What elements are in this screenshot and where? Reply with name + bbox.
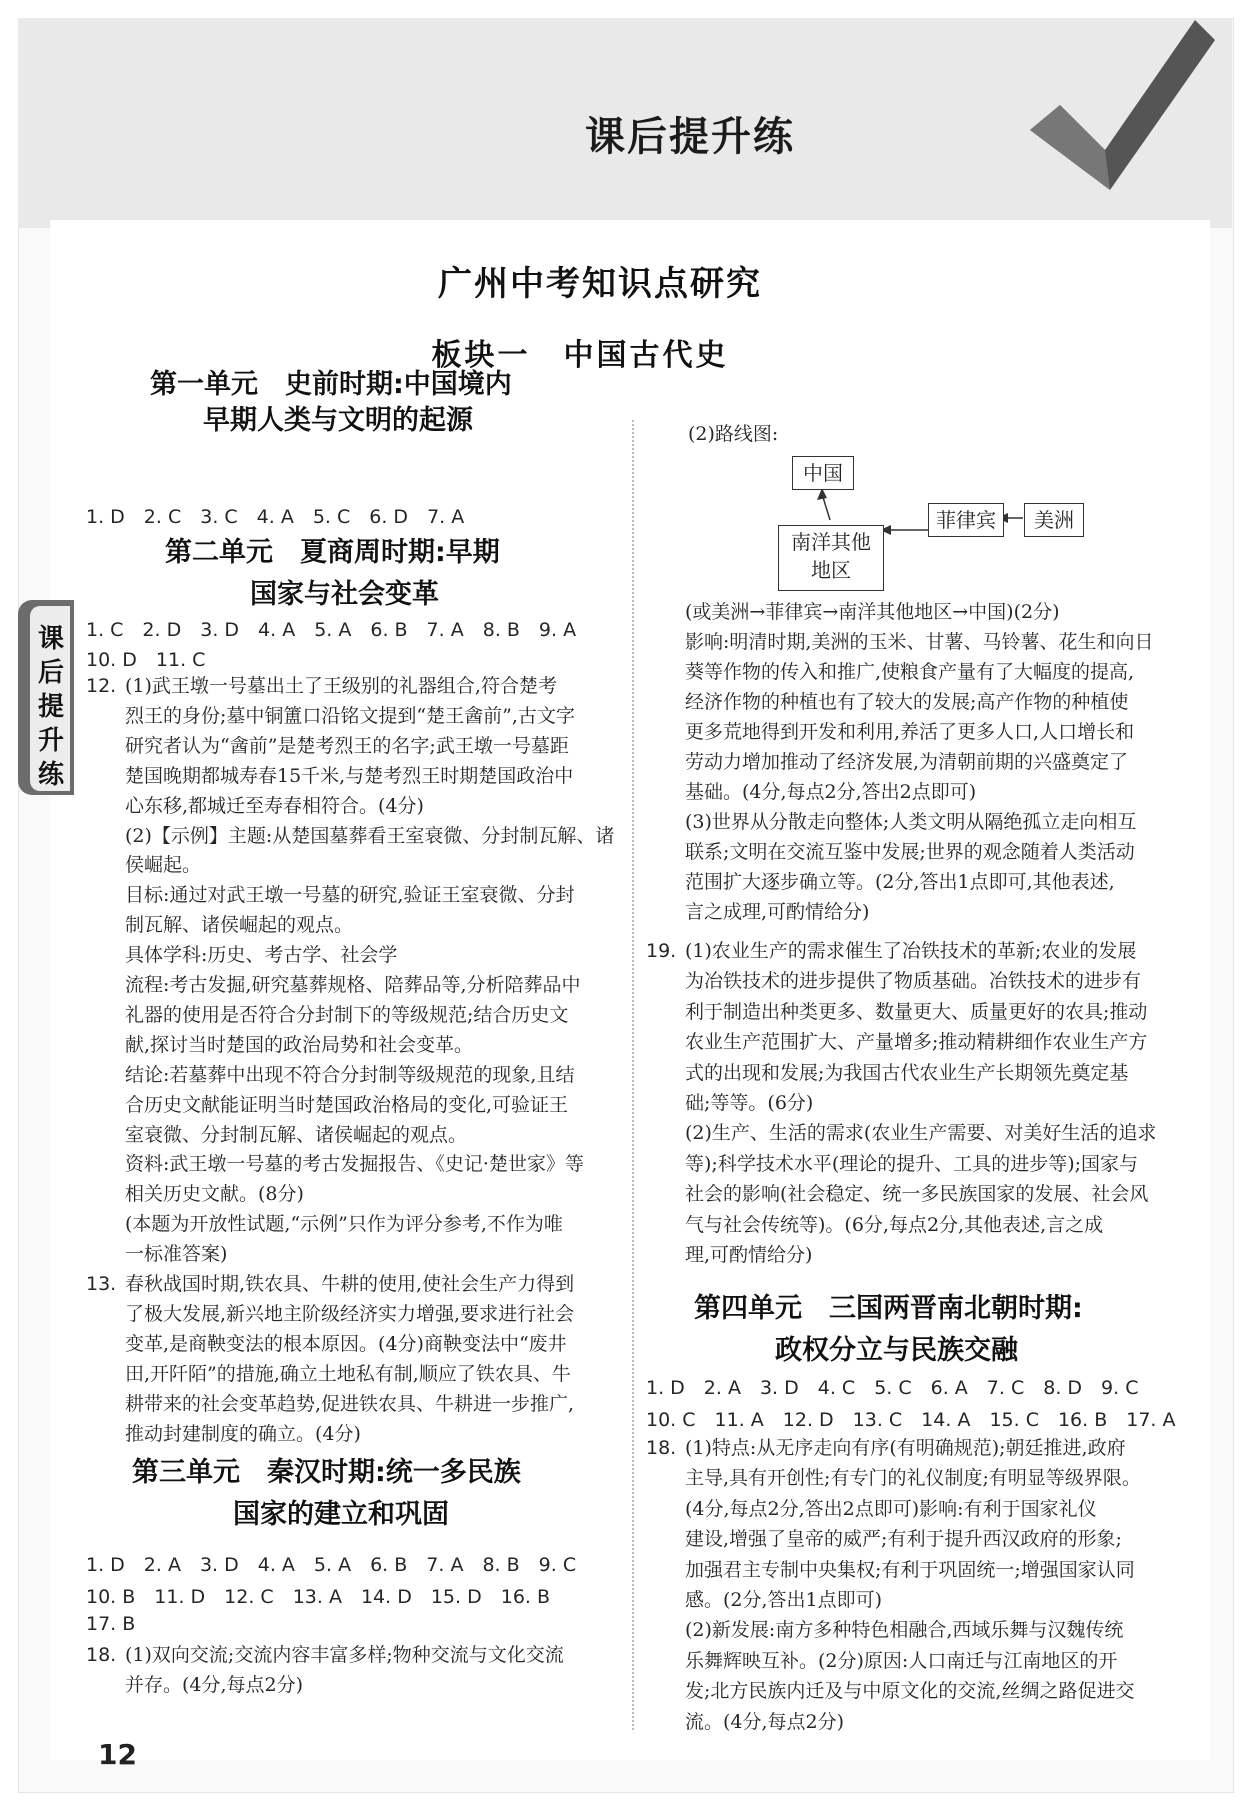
route-line: 范围扩大逐步确立等。(2分,答出1点即可,其他表述, [685,871,1115,893]
unit1-title-line2: 早期人类与文明的起源 [203,405,473,436]
unit4-title-line1: 第四单元 三国两晋南北朝时期: [694,1293,1083,1324]
q18b-line: 发;北方民族内迁及与中原文化的交流,丝绸之路促进交 [685,1680,1135,1703]
q18-line: (1)双向交流;交流内容丰富多样;物种交流与文化交流 [125,1644,564,1666]
q18b-line: 感。(2分,答出1点即可) [685,1589,883,1611]
q12-line: 相关历史文献。(8分) [125,1183,304,1206]
q13-line: 了极大发展,新兴地主阶级经济实力增强,要求进行社会 [125,1302,575,1325]
unit1-answers: 1. D 2. C 3. C 4. A 5. C 6. D 7. A [86,506,465,528]
q12-line: 礼器的使用是否符合分封制下的等级规范;结合历史文 [125,1003,569,1026]
q12-line: (2)【示例】主题:从楚国墓葬看王室衰微、分封制瓦解、诸 [125,824,615,847]
q18b-line: (1)特点:从无序走向有序(有明确规范);朝廷推进,政府 [685,1437,1126,1459]
route-line: 劳动力增加推动了经济发展,为清朝前期的兴盛奠定了 [685,751,1129,773]
q12-line: 制瓦解、诸侯崛起的观点。 [125,914,354,937]
diagram-box-america: 美洲 [1024,503,1084,537]
q13-number: 13. [86,1273,117,1295]
q19-line: 理,可酌情给分) [685,1244,813,1266]
route-line: 言之成理,可酌情给分) [685,901,870,923]
q19-line: (2)生产、生活的需求(农业生产需要、对美好生活的追求 [685,1122,1157,1145]
unit1-title-line1: 第一单元 史前时期:中国境内 [150,369,512,400]
unit3-answers-line1: 1. D 2. A 3. D 4. A 5. A 6. B 7. A 8. B 9. C [86,1554,577,1576]
section-title: 广州中考知识点研究 [438,264,762,304]
header-title: 课后提升练 [585,114,795,160]
q12-line: (1)武王墩一号墓出土了王级别的礼器组合,符合楚考 [125,675,557,697]
q18b-line: 乐舞辉映互补。(2分)原因:人口南迁与江南地区的开 [685,1649,1118,1672]
q18b-number: 18. [646,1437,677,1459]
block-title: 板块一 中国古代史 [431,338,729,373]
q12-line: 侯崛起。 [125,854,202,877]
unit4-answers-line1: 1. D 2. A 3. D 4. C 5. C 6. A 7. C 8. D 9. C [646,1377,1139,1399]
route-line: (3)世界从分散走向整体;人类文明从隔绝孤立走向相互 [685,811,1137,833]
unit3-title-line2: 国家的建立和巩固 [233,1499,449,1530]
route-line: 经济作物的种植也有了较大的发展;高产作物的种植使 [685,691,1129,713]
unit2-answers-line2: 10. D 11. C [86,649,206,671]
diagram-box-nanyang [778,525,884,591]
route-line: 联系;文明在交流互鉴中发展;世界的观念随着人类活动 [685,841,1135,863]
q13-line: 田,开阡陌”的措施,确立土地私有制,顺应了铁农具、牛 [125,1362,571,1385]
unit3-answers-line3: 17. B [86,1613,136,1635]
route-label: (2)路线图: [688,423,779,445]
unit3-answers-line2: 10. B 11. D 12. C 13. A 14. D 15. D 16. B [86,1586,551,1608]
route-line: 更多荒地得到开发和利用,养活了更多人口,人口增长和 [685,721,1135,743]
diagram-nanyang-line2: 地区 [811,558,851,582]
column-divider [632,420,634,1730]
q12-number: 12. [86,675,117,697]
unit2-answers-line1: 1. C 2. D 3. D 4. A 5. A 6. B 7. A 8. B 9. A [86,619,577,641]
unit4-answers-line2: 10. C 11. A 12. D 13. C 14. A 15. C 16. B 17. A [646,1409,1176,1431]
q13-line: 推动封建制度的确立。(4分) [125,1422,361,1445]
side-tab-label: 课后提升练 [37,624,64,790]
unit2-title-line1: 第二单元 夏商周时期:早期 [165,537,500,568]
q12-line: 具体学科:历史、考古学、社会学 [125,944,398,967]
unit4-title-line2: 政权分立与民族交融 [775,1335,1018,1366]
q18-line: 并存。(4分,每点2分) [125,1674,304,1696]
page-number: 12 [98,1738,137,1771]
q18b-line: 建设,增强了皇帝的威严;有利于提升西汉政府的形象; [685,1528,1122,1551]
q19-line: 为冶铁技术的进步提供了物质基础。冶铁技术的进步有 [685,970,1142,993]
q19-line: 利于制造出种类更多、数量更大、质量更好的农具;推动 [685,1000,1148,1023]
q13-line: 耕带来的社会变革趋势,促进铁农具、牛耕进一步推广, [125,1392,575,1415]
diagram-nanyang-line1: 南洋其他 [791,530,871,554]
q19-line: 农业生产范围扩大、产量增多;推动精耕细作农业生产方 [685,1031,1148,1054]
route-line: (或美洲→菲律宾→南洋其他地区→中国)(2分) [685,601,1060,623]
q12-line: 研究者认为“酓前”是楚考烈王的名字;武王墩一号墓距 [125,734,569,757]
q18b-line: (4分,每点2分,答出2点即可)影响:有利于国家礼仪 [685,1497,1097,1520]
q19-line: 气与社会传统等)。(6分,每点2分,其他表述,言之成 [685,1213,1104,1236]
diagram-box-philippines: 菲律宾 [928,503,1004,537]
route-line: 基础。(4分,每点2分,答出2点即可) [685,781,977,803]
q19-line: 础;等等。(6分) [685,1092,814,1114]
q12-line: 献,探讨当时楚国的政治局势和社会变革。 [125,1033,474,1056]
q18b-line: 流。(4分,每点2分) [685,1710,845,1733]
q12-line: 资料:武王墩一号墓的考古发掘报告、《史记·楚世家》等 [125,1153,584,1176]
q13-line: 变革,是商鞅变法的根本原因。(4分)商鞅变法中“废井 [125,1332,567,1355]
q18-number: 18. [86,1644,117,1666]
unit2-title-line2: 国家与社会变革 [250,579,439,610]
q12-line: 楚国晚期都城寿春15千米,与楚考烈王时期楚国政治中 [125,764,574,787]
q19-line: 等);科学技术水平(理论的提升、工具的进步等);国家与 [685,1152,1139,1175]
q12-line: 室衰微、分封制瓦解、诸侯崛起的观点。 [125,1123,468,1146]
q19-line: 社会的影响(社会稳定、统一多民族国家的发展、社会风 [685,1183,1149,1206]
diagram-box-china: 中国 [792,456,854,490]
q19-line: 式的出现和发展;为我国古代农业生产长期领先奠定基 [685,1061,1129,1084]
q12-line: 结论:若墓葬中出现不符合分封制等级规范的现象,且结 [125,1063,575,1086]
q12-line: 心东移,都城迁至寿春相符合。(4分) [125,794,424,817]
q19-line: (1)农业生产的需求催生了冶铁技术的革新;农业的发展 [685,940,1137,962]
q18b-line: 主导,具有开创性;有专门的礼仪制度;有明显等级界限。 [685,1467,1141,1490]
q12-line: 一标准答案) [125,1243,228,1266]
q19-number: 19. [646,940,677,962]
q12-line: 目标:通过对武王墩一号墓的研究,验证王室衰微、分封 [125,884,575,907]
q12-line: (本题为开放性试题,“示例”只作为评分参考,不作为唯 [125,1213,563,1236]
q12-line: 烈王的身份;墓中铜簠口沿铭文提到“楚王酓前”,古文字 [125,704,575,727]
q13-line: 春秋战国时期,铁农具、牛耕的使用,使社会生产力得到 [125,1273,575,1295]
unit3-title-line1: 第三单元 秦汉时期:统一多民族 [132,1457,521,1488]
q18b-line: (2)新发展:南方多种特色相融合,西域乐舞与汉魏传统 [685,1619,1124,1642]
route-line: 影响:明清时期,美洲的玉米、甘薯、马铃薯、花生和向日 [685,631,1154,653]
q12-line: 流程:考古发掘,研究墓葬规格、陪葬品等,分析陪葬品中 [125,974,581,996]
q18b-line: 加强君主专制中央集权;有利于巩固统一;增强国家认同 [685,1558,1135,1581]
route-line: 葵等作物的传入和推广,使粮食产量有了大幅度的提高, [685,661,1135,683]
q12-line: 合历史文献能证明当时楚国政治格局的变化,可验证王 [125,1093,569,1116]
